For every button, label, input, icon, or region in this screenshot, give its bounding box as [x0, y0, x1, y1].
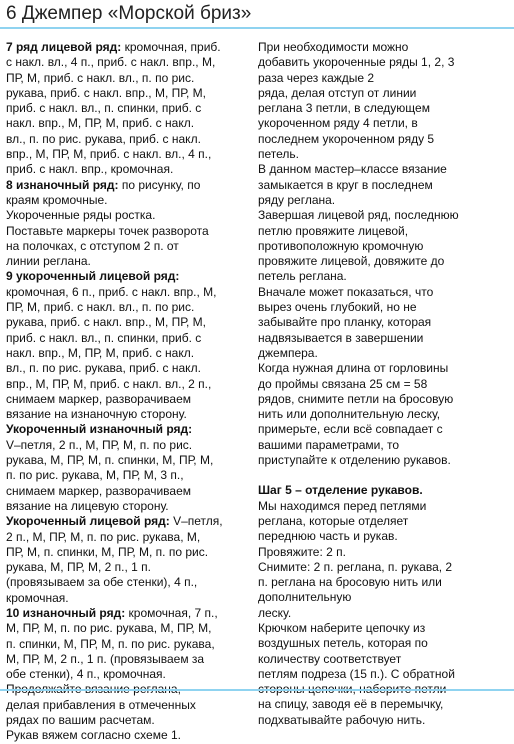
paragraph-row-9 [6, 269, 252, 422]
paragraph-step-5 [258, 483, 510, 728]
paragraph-text: V–петля, 2 п., М, ПР, М, п. по рис. рукава, М, ПР, М, п. спинки, М, ПР, М, п. по рис. рукава, М, ПР, М, 2 п., 1 п. (провязываем за обе стенки), 4 п., кромочная. [6, 514, 223, 605]
paragraph-text: кромочная, 7 п., М, ПР, М, п. по рис. рукава, М, ПР, М, п. спинки, М, ПР, М, п. по рис. рукава, М, ПР, М, 2 п., 1 п. (провязываем за обе стенки), 4 п., кромочная. Продолжайте вязание реглана, делая прибавления в отмеченных рядах по вашим расчетам. Рукав вяжем согласно схеме 1. [6, 605, 218, 743]
paragraph-row-8 [6, 178, 252, 270]
paragraph-row-10 [6, 606, 252, 744]
paragraph-short-purl-row [6, 422, 252, 514]
paragraph-notes [258, 40, 510, 468]
paragraph-heading: Укороченный изнаночный ряд: [6, 422, 193, 437]
paragraph-heading: Укороченный лицевой ряд: [6, 514, 170, 529]
paragraph-text: кромочная, приб. с накл. вл., 4 п., приб. с накл. впр., М, ПР, М, приб. с накл. вл., п. по рис. рукава, приб. с накл. впр., М, ПР, М, приб. с накл. вл., п. спинки, приб. с накл. впр., М, ПР, М, приб. с накл. вл., п. по рис. рукава, приб. с накл. впр., М, ПР, М, приб. с накл. вл., 4 п., приб. с накл. впр., кромочная. [6, 40, 221, 177]
paragraph-text: V–петля, 2 п., М, ПР, М, п. по рис. рукава, М, ПР, М, п. спинки, М, ПР, М, п. по рис. рукава, М, ПР, М, 3 п., снимаем маркер, разворачиваем вязание на лицевую сторону. [6, 437, 214, 513]
paragraph-text: Мы находимся перед петлями реглана, которые отделяет переднюю часть и рукав. Провяжите: 2 п. Снимите: 2 п. реглана, п. рукава, 2 п. реглана на бросовую нить или дополнительную леску. Крючком наберите цепочку из воздушных петель, которая по количеству соответствует петлям подреза (15 п.). С обратной стороны цепочки, наберите петли на спицу, заводя её в перемычку, подхватывайте рабочую нить. [258, 498, 455, 727]
right-column [258, 40, 510, 728]
paragraph-heading: 9 укороченный лицевой ряд: [6, 269, 180, 284]
page-title: 6 Джемпер «Морской бриз» [6, 3, 252, 24]
top-divider [0, 27, 514, 29]
paragraph-text: по рисунку, по краям кромочные. Укороченные ряды ростка. Поставьте маркеры точек разворота на полочках, с отступом 2 п. от линии реглана. [6, 177, 209, 269]
left-column [6, 40, 252, 744]
paragraph-text: При необходимости можно добавить укороченные ряды 1, 2, 3 раза через каждые 2 ряда, делая отступ от линии реглана 3 петли, в следующем укороченном ряду 4 петли, в последнем укороченном ряду 5 петель. В данном мастер–классе вязание замыкается в круг в последнем ряду реглана. Завершая лицевой ряд, последнюю петлю провяжите лицевой, противоположную кромочную провяжите лицевой, довяжите до петель реглана. Вначале может показаться, что вырез очень глубокий, но не забывайте про планку, которая надвязывается в завершении джемпера. Когда нужная длина от горловины до проймы связана 25 см = 58 рядов, снимите петли на бросовую нить или дополнительную леску, примерьте, если всё совпадает с вашими параметрами, то приступайте к отделению рукавов. [258, 40, 459, 468]
paragraph-heading: Шаг 5 – отделение рукавов. [258, 483, 423, 498]
spacer [258, 468, 510, 483]
paragraph-text: кромочная, 6 п., приб. с накл. впр., М, ПР, М, приб. с накл. вл., п. по рис. рукава, приб. с накл. впр., М, ПР, М, приб. с накл. вл., п. спинки, приб. с накл. впр., М, ПР, М, приб. с накл. вл., п. по рис. рукава, приб. с накл. впр., М, ПР, М, приб. с накл. вл., 2 п., снимаем маркер, разворачиваем вязание на изнаночную сторону. [6, 284, 217, 422]
bottom-divider [0, 689, 514, 691]
paragraph-heading: 7 ряд лицевой ряд: [6, 40, 122, 54]
paragraph-heading: 10 изнаночный ряд: [6, 605, 126, 620]
paragraph-short-knit-row [6, 514, 252, 606]
paragraph-heading: 8 изнаночный ряд: [6, 177, 119, 192]
paragraph-row-7 [6, 40, 252, 178]
